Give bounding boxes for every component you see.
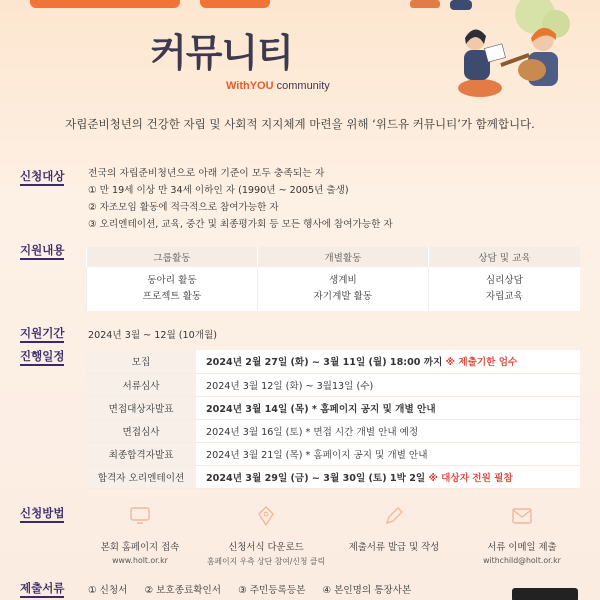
document-item: ③ 주민등록등본 — [238, 585, 306, 596]
header — [0, 0, 600, 100]
support-cell: 생계비 자기계발 활동 — [257, 267, 428, 311]
table-row — [86, 373, 580, 396]
period-value: 2024년 3월 ~ 12월 (10개월) — [88, 330, 217, 341]
tag-icon — [255, 505, 277, 527]
page-title: 커뮤니티 — [150, 31, 293, 75]
schedule-date: 2024년 3월 16일 (토) * 면접 시간 개별 안내 예정 — [196, 419, 580, 442]
schedule-date: 2024년 3월 12일 (화) ~ 3월13일 (수) — [196, 373, 580, 396]
schedule-step: 모집 — [86, 350, 196, 373]
support-header: 그룹활동 — [87, 247, 258, 267]
method-step: 제출서류 발급 및 작성 — [330, 505, 458, 556]
table-row — [86, 419, 580, 442]
table-row — [86, 396, 580, 419]
support-header: 개별활동 — [257, 247, 428, 267]
mail-icon — [511, 505, 533, 527]
table-row — [86, 465, 580, 488]
logo-top-fragment — [30, 0, 180, 8]
support-cell: 심리상담 자립교육 — [428, 267, 580, 311]
method-steps — [76, 505, 586, 573]
document-item: ④ 본인명의 통장사본 — [322, 585, 412, 596]
section-label-schedule: 진행일정 — [20, 348, 64, 364]
section-label-documents: 제출서류 — [20, 580, 64, 596]
support-cell: 동아리 활동 프로젝트 활동 — [87, 267, 258, 311]
schedule-step: 최종합격자발표 — [86, 442, 196, 465]
pencil-icon — [383, 505, 405, 527]
section-label-period: 지원기간 — [20, 325, 64, 341]
schedule-date: 2024년 2월 27일 (화) ~ 3월 11일 (월) 18:00 까지 ※ 제출기한 엄수 — [196, 350, 580, 373]
table-row — [86, 442, 580, 465]
intro-text: 자립준비청년의 건강한 자립 및 사회적 지지체계 마련을 위해 ‘위드유 커뮤니티’가 함께합니다. — [65, 117, 535, 131]
section-label-method: 신청방법 — [20, 505, 64, 521]
schedule-date: 2024년 3월 29일 (금) ~ 3월 30일 (토) 1박 2일 ※ 대상자 전원 필참 — [196, 465, 580, 488]
schedule-date: 2024년 3월 14일 (목) * 홈페이지 공지 및 개별 안내 — [196, 396, 580, 419]
section-label-support: 지원내용 — [20, 242, 64, 258]
schedule-table — [86, 350, 580, 489]
method-step: 서류 이메일 제출 withchild@holt.or.kr — [458, 505, 586, 565]
schedule-step: 면접심사 — [86, 419, 196, 442]
monitor-icon — [129, 505, 151, 527]
method-step: 본회 홈페이지 접속 www.holt.or.kr — [76, 505, 204, 565]
eligibility-block — [88, 165, 393, 233]
support-header: 상담 및 교육 — [428, 247, 580, 267]
qr-code-icon[interactable] — [512, 588, 578, 600]
schedule-date: 2024년 3월 21일 (목) * 홈페이지 공지 및 개별 안내 — [196, 442, 580, 465]
people-illustration — [380, 0, 600, 100]
documents-list — [88, 582, 425, 596]
document-item: ① 신청서 — [88, 585, 128, 596]
logo-top-fragment-2 — [200, 0, 270, 8]
schedule-step: 서류심사 — [86, 373, 196, 396]
support-table — [86, 247, 580, 311]
eligibility-item: ② 자조모임 활동에 적극적으로 참여가능한 자 — [88, 202, 279, 213]
document-item: ② 보호종료확인서 — [144, 585, 222, 596]
page-subtitle: WithYOU community — [226, 80, 330, 92]
eligibility-item: ① 만 19세 이상 만 34세 이하인 자 (1990년 ~ 2005년 출생) — [88, 185, 349, 196]
schedule-step: 합격자 오리엔테이션 — [86, 465, 196, 488]
section-label-eligibility: 신청대상 — [20, 168, 64, 184]
eligibility-item: ③ 오리엔테이션, 교육, 중간 및 최종평가회 등 모든 행사에 참여가능한 자 — [88, 219, 393, 230]
table-row — [86, 350, 580, 373]
schedule-step: 면접대상자발표 — [86, 396, 196, 419]
method-step: 신청서식 다운로드 홈페이지 우측 상단 참여/신청 클릭 — [202, 505, 330, 567]
eligibility-lead: 전국의 자립준비청년으로 아래 기준이 모두 충족되는 자 — [88, 168, 325, 179]
